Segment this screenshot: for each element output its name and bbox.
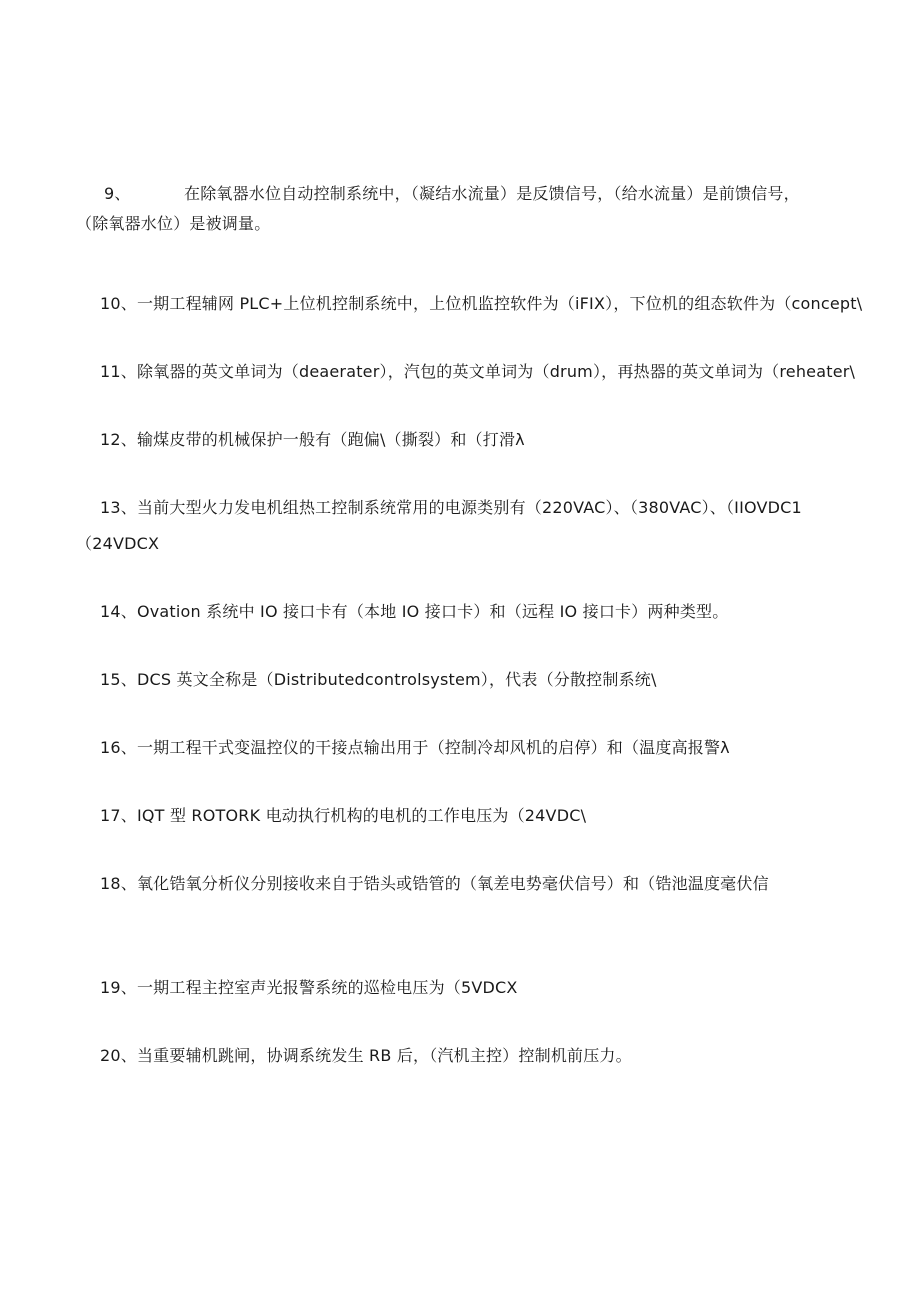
question-12 [100, 430, 525, 450]
question-19 [100, 978, 518, 998]
question-13-continuation: （24VDCX [76, 534, 160, 553]
question-number: 15、 [100, 670, 137, 689]
question-text: 除氧器的英文单词为（deaerater），汽包的英文单词为（drum），再热器的英文单词为（reheater\ [136, 362, 856, 381]
question-text: IQT 型 ROTORK 电动执行机构的电机的工作电压为（24VDC\ [136, 806, 587, 825]
question-11 [100, 362, 855, 382]
question-20 [100, 1046, 632, 1066]
question-number: 17、 [100, 806, 137, 825]
question-text: 氧化锆氧分析仪分别接收来自于锆头或锆管的（氧差电势毫伏信号）和（锆池温度毫伏信 [136, 874, 769, 893]
question-text: 一期工程主控室声光报警系统的巡检电压为（5VDCX [136, 978, 518, 997]
question-text: 输煤皮带的机械保护一般有（跑偏\（撕裂）和（打滑λ [136, 430, 525, 449]
question-14 [100, 602, 728, 622]
question-text: 一期工程辅网 PLC+上位机控制系统中，上位机监控软件为（iFIX），下位机的组态软件为（concept\ [136, 294, 863, 313]
question-10 [100, 294, 862, 314]
question-15 [100, 670, 657, 690]
question-number: 13、 [100, 498, 137, 517]
question-17 [100, 806, 586, 826]
question-text: Ovation 系统中 IO 接口卡有（本地 IO 接口卡）和（远程 IO 接口卡）两种类型。 [136, 602, 729, 621]
question-number: 16、 [100, 738, 137, 757]
question-number: 10、 [100, 294, 137, 313]
question-text: 在除氧器水位自动控制系统中，（凝结水流量）是反馈信号，（给水流量）是前馈信号， [184, 184, 800, 203]
question-text: 一期工程干式变温控仪的干接点输出用于（控制冷却风机的启停）和（温度高报警λ [136, 738, 730, 757]
question-number: 14、 [100, 602, 137, 621]
question-text: DCS 英文全称是（Distributedcontrolsystem），代表（分散控制系统\ [136, 670, 657, 689]
question-9 [104, 184, 800, 204]
question-number: 11、 [100, 362, 137, 381]
question-9-continuation: （除氧器水位）是被调量。 [76, 214, 271, 233]
question-text: 当重要辅机跳闸，协调系统发生 RB 后，（汽机主控）控制机前压力。 [136, 1046, 632, 1065]
question-16 [100, 738, 730, 758]
question-13 [100, 498, 802, 518]
question-text: 当前大型火力发电机组热工控制系统常用的电源类别有（220VAC）、（380VAC）、（IIOVDC1 [136, 498, 802, 517]
question-number: 9、 [104, 184, 131, 203]
question-number: 20、 [100, 1046, 137, 1065]
question-number: 19、 [100, 978, 137, 997]
question-18 [100, 874, 769, 894]
question-number: 18、 [100, 874, 137, 893]
question-number: 12、 [100, 430, 137, 449]
